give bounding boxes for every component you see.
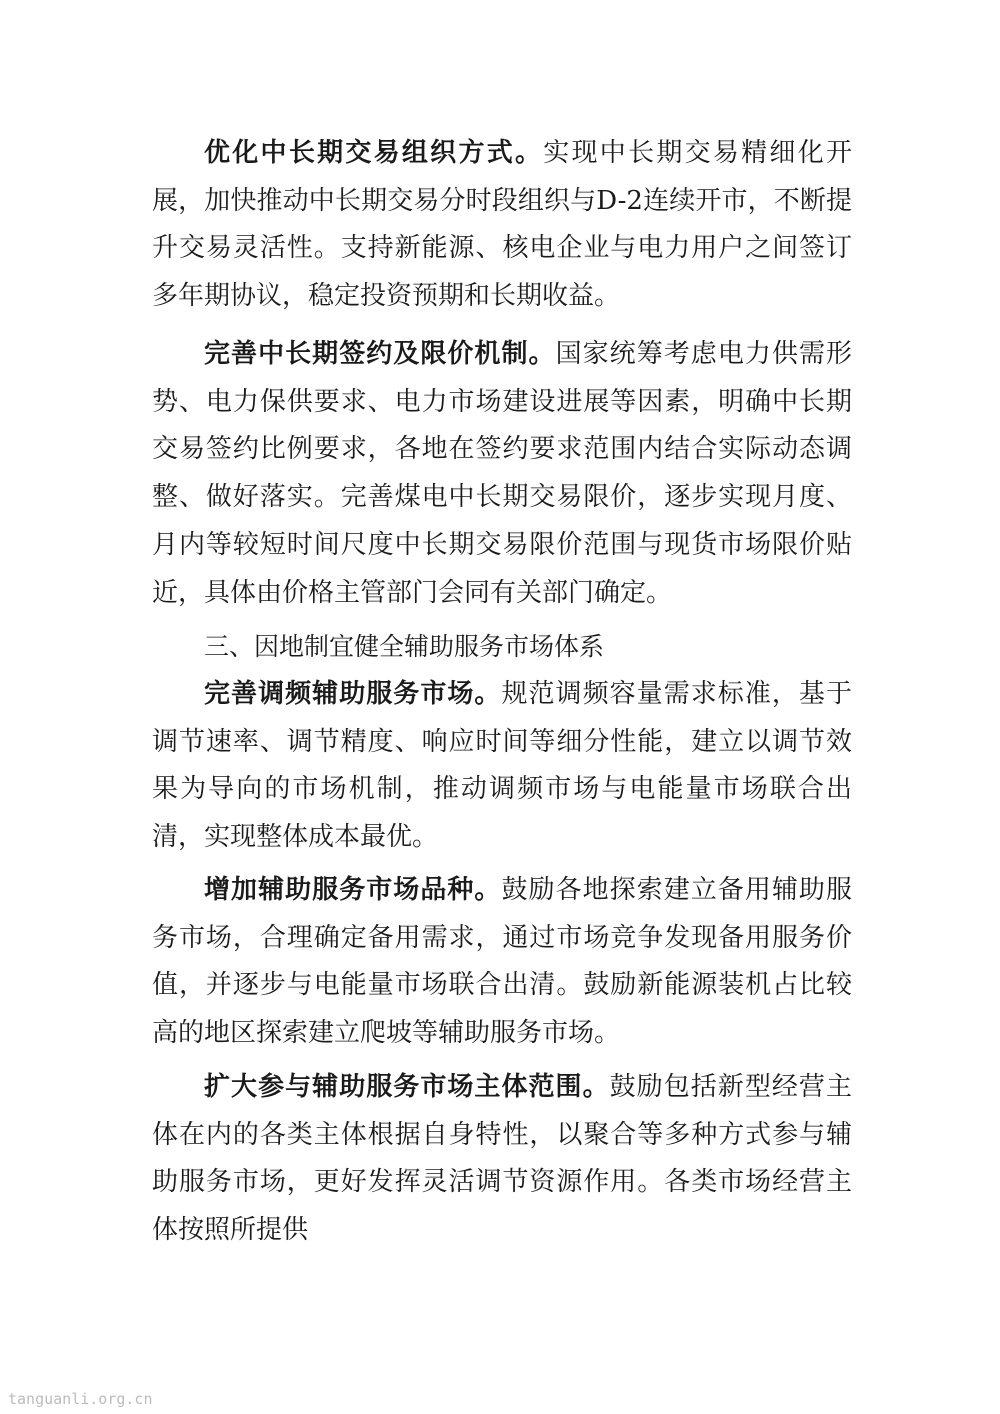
paragraph-contract-price-limit bbox=[152, 331, 852, 617]
paragraph-mid-long-term-organization bbox=[152, 130, 852, 321]
watermark-text: tanguanli.org.cn bbox=[8, 1390, 153, 1408]
paragraph-body: 规范调频容量需求标准，基于调节速率、调节精度、响应时间等细分性能，建立以调节效果为导向的市场机制，推动调频市场与电能量市场联合出清，实现整体成本最优。 bbox=[152, 679, 852, 853]
paragraph-ancillary-products bbox=[152, 867, 852, 1058]
paragraph-body: 实现中长期交易精细化开展，加快推动中长期交易分时段组织与D-2连续开市，不断提升交易灵活性。支持新能源、核电企业与电力用户之间签订多年期协议，稳定投资预期和长期收益。 bbox=[152, 138, 852, 312]
paragraph-body: 鼓励包括新型经营主体在内的各类主体根据自身特性，以聚合等多种方式参与辅助服务市场，更好发挥灵活调节资源作用。各类市场经营主体按照所提供 bbox=[152, 1072, 852, 1246]
paragraph-body: 鼓励各地探索建立备用辅助服务市场，合理确定备用需求，通过市场竞争发现备用服务价值，并逐步与电能量市场联合出清。鼓励新能源装机占比较高的地区探索建立爬坡等辅助服务市场。 bbox=[152, 875, 852, 1049]
paragraph-lead-bold: 优化中长期交易组织方式。 bbox=[204, 138, 544, 168]
paragraph-lead-bold: 扩大参与辅助服务市场主体范围。 bbox=[204, 1072, 610, 1102]
paragraph-frequency-regulation bbox=[152, 671, 852, 862]
paragraph-lead-bold: 完善调频辅助服务市场。 bbox=[204, 679, 502, 709]
section-heading: 三、因地制宜健全辅助服务市场体系 bbox=[204, 632, 605, 661]
paragraph-lead-bold: 完善中长期签约及限价机制。 bbox=[204, 339, 556, 369]
paragraph-lead-bold: 增加辅助服务市场品种。 bbox=[204, 875, 502, 905]
paragraph-expand-participants bbox=[152, 1064, 852, 1255]
paragraph-body: 国家统筹考虑电力供需形势、电力保供要求、电力市场建设进展等因素，明确中长期交易签约比例要求，各地在签约要求范围内结合实际动态调整、做好落实。完善煤电中长期交易限价，逐步实现月度、月内等较短时间尺度中长期交易限价范围与现货市场限价贴近，具体由价格主管部门会同有关部门确定。 bbox=[152, 339, 852, 608]
